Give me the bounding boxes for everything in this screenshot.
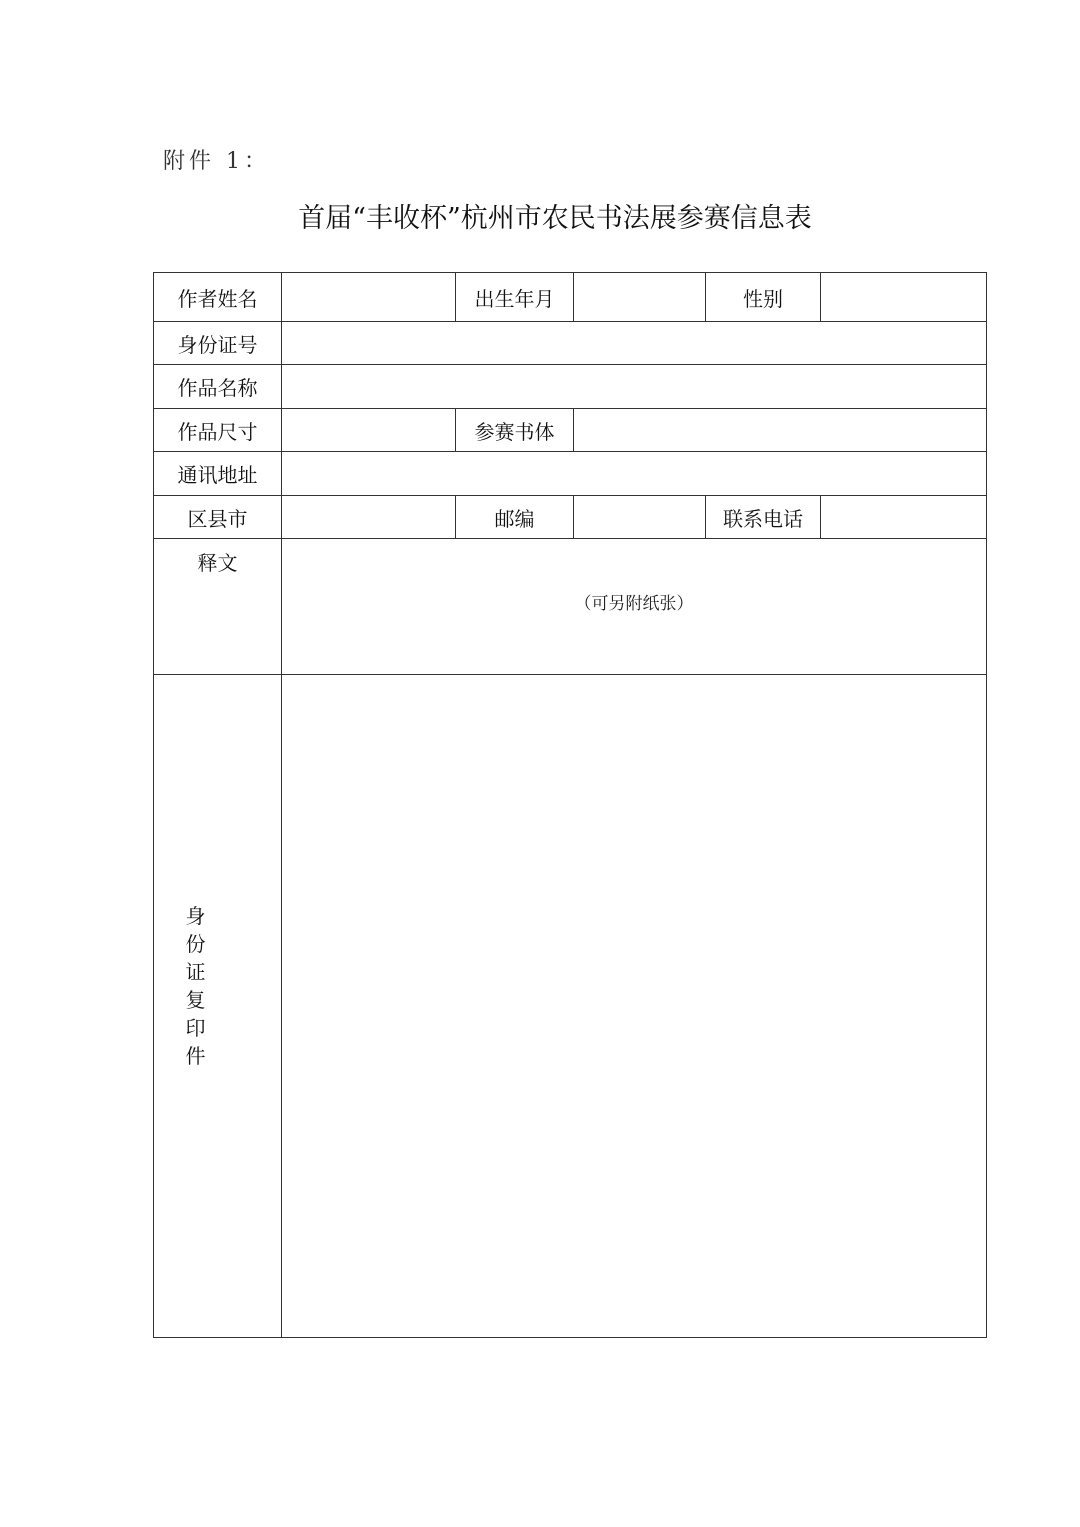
entry-form-table — [153, 272, 987, 1338]
id-copy-label-cell — [154, 675, 282, 1338]
birth-date-field[interactable] — [574, 273, 706, 322]
script-style-label: 参赛书体 — [456, 409, 574, 452]
gender-field[interactable] — [821, 273, 987, 322]
attachment-label: 附件 1： — [163, 149, 270, 174]
id-copy-label: 身份证复印件 — [185, 904, 206, 1068]
work-size-label: 作品尺寸 — [154, 409, 282, 452]
id-number-label: 身份证号 — [154, 322, 282, 365]
phone-field[interactable] — [821, 496, 987, 539]
script-style-field[interactable] — [574, 409, 987, 452]
district-label: 区县市 — [154, 496, 282, 539]
address-label: 通讯地址 — [154, 452, 282, 496]
birth-date-label: 出生年月 — [456, 273, 574, 322]
author-name-field[interactable] — [282, 273, 456, 322]
id-number-field[interactable] — [282, 322, 987, 365]
postcode-label: 邮编 — [456, 496, 574, 539]
district-field[interactable] — [282, 496, 456, 539]
address-field[interactable] — [282, 452, 987, 496]
transcription-hint: （可另附纸张） — [574, 594, 694, 614]
work-size-field[interactable] — [282, 409, 456, 452]
phone-label: 联系电话 — [706, 496, 821, 539]
transcription-field[interactable] — [282, 539, 987, 675]
gender-label: 性别 — [706, 273, 821, 322]
transcription-label: 释文 — [154, 539, 282, 675]
work-title-label: 作品名称 — [154, 365, 282, 409]
postcode-field[interactable] — [574, 496, 706, 539]
form-title: 首届“丰收杯”杭州市农民书法展参赛信息表 — [298, 203, 812, 234]
id-copy-area[interactable] — [282, 675, 987, 1338]
author-name-label: 作者姓名 — [154, 273, 282, 322]
work-title-field[interactable] — [282, 365, 987, 409]
